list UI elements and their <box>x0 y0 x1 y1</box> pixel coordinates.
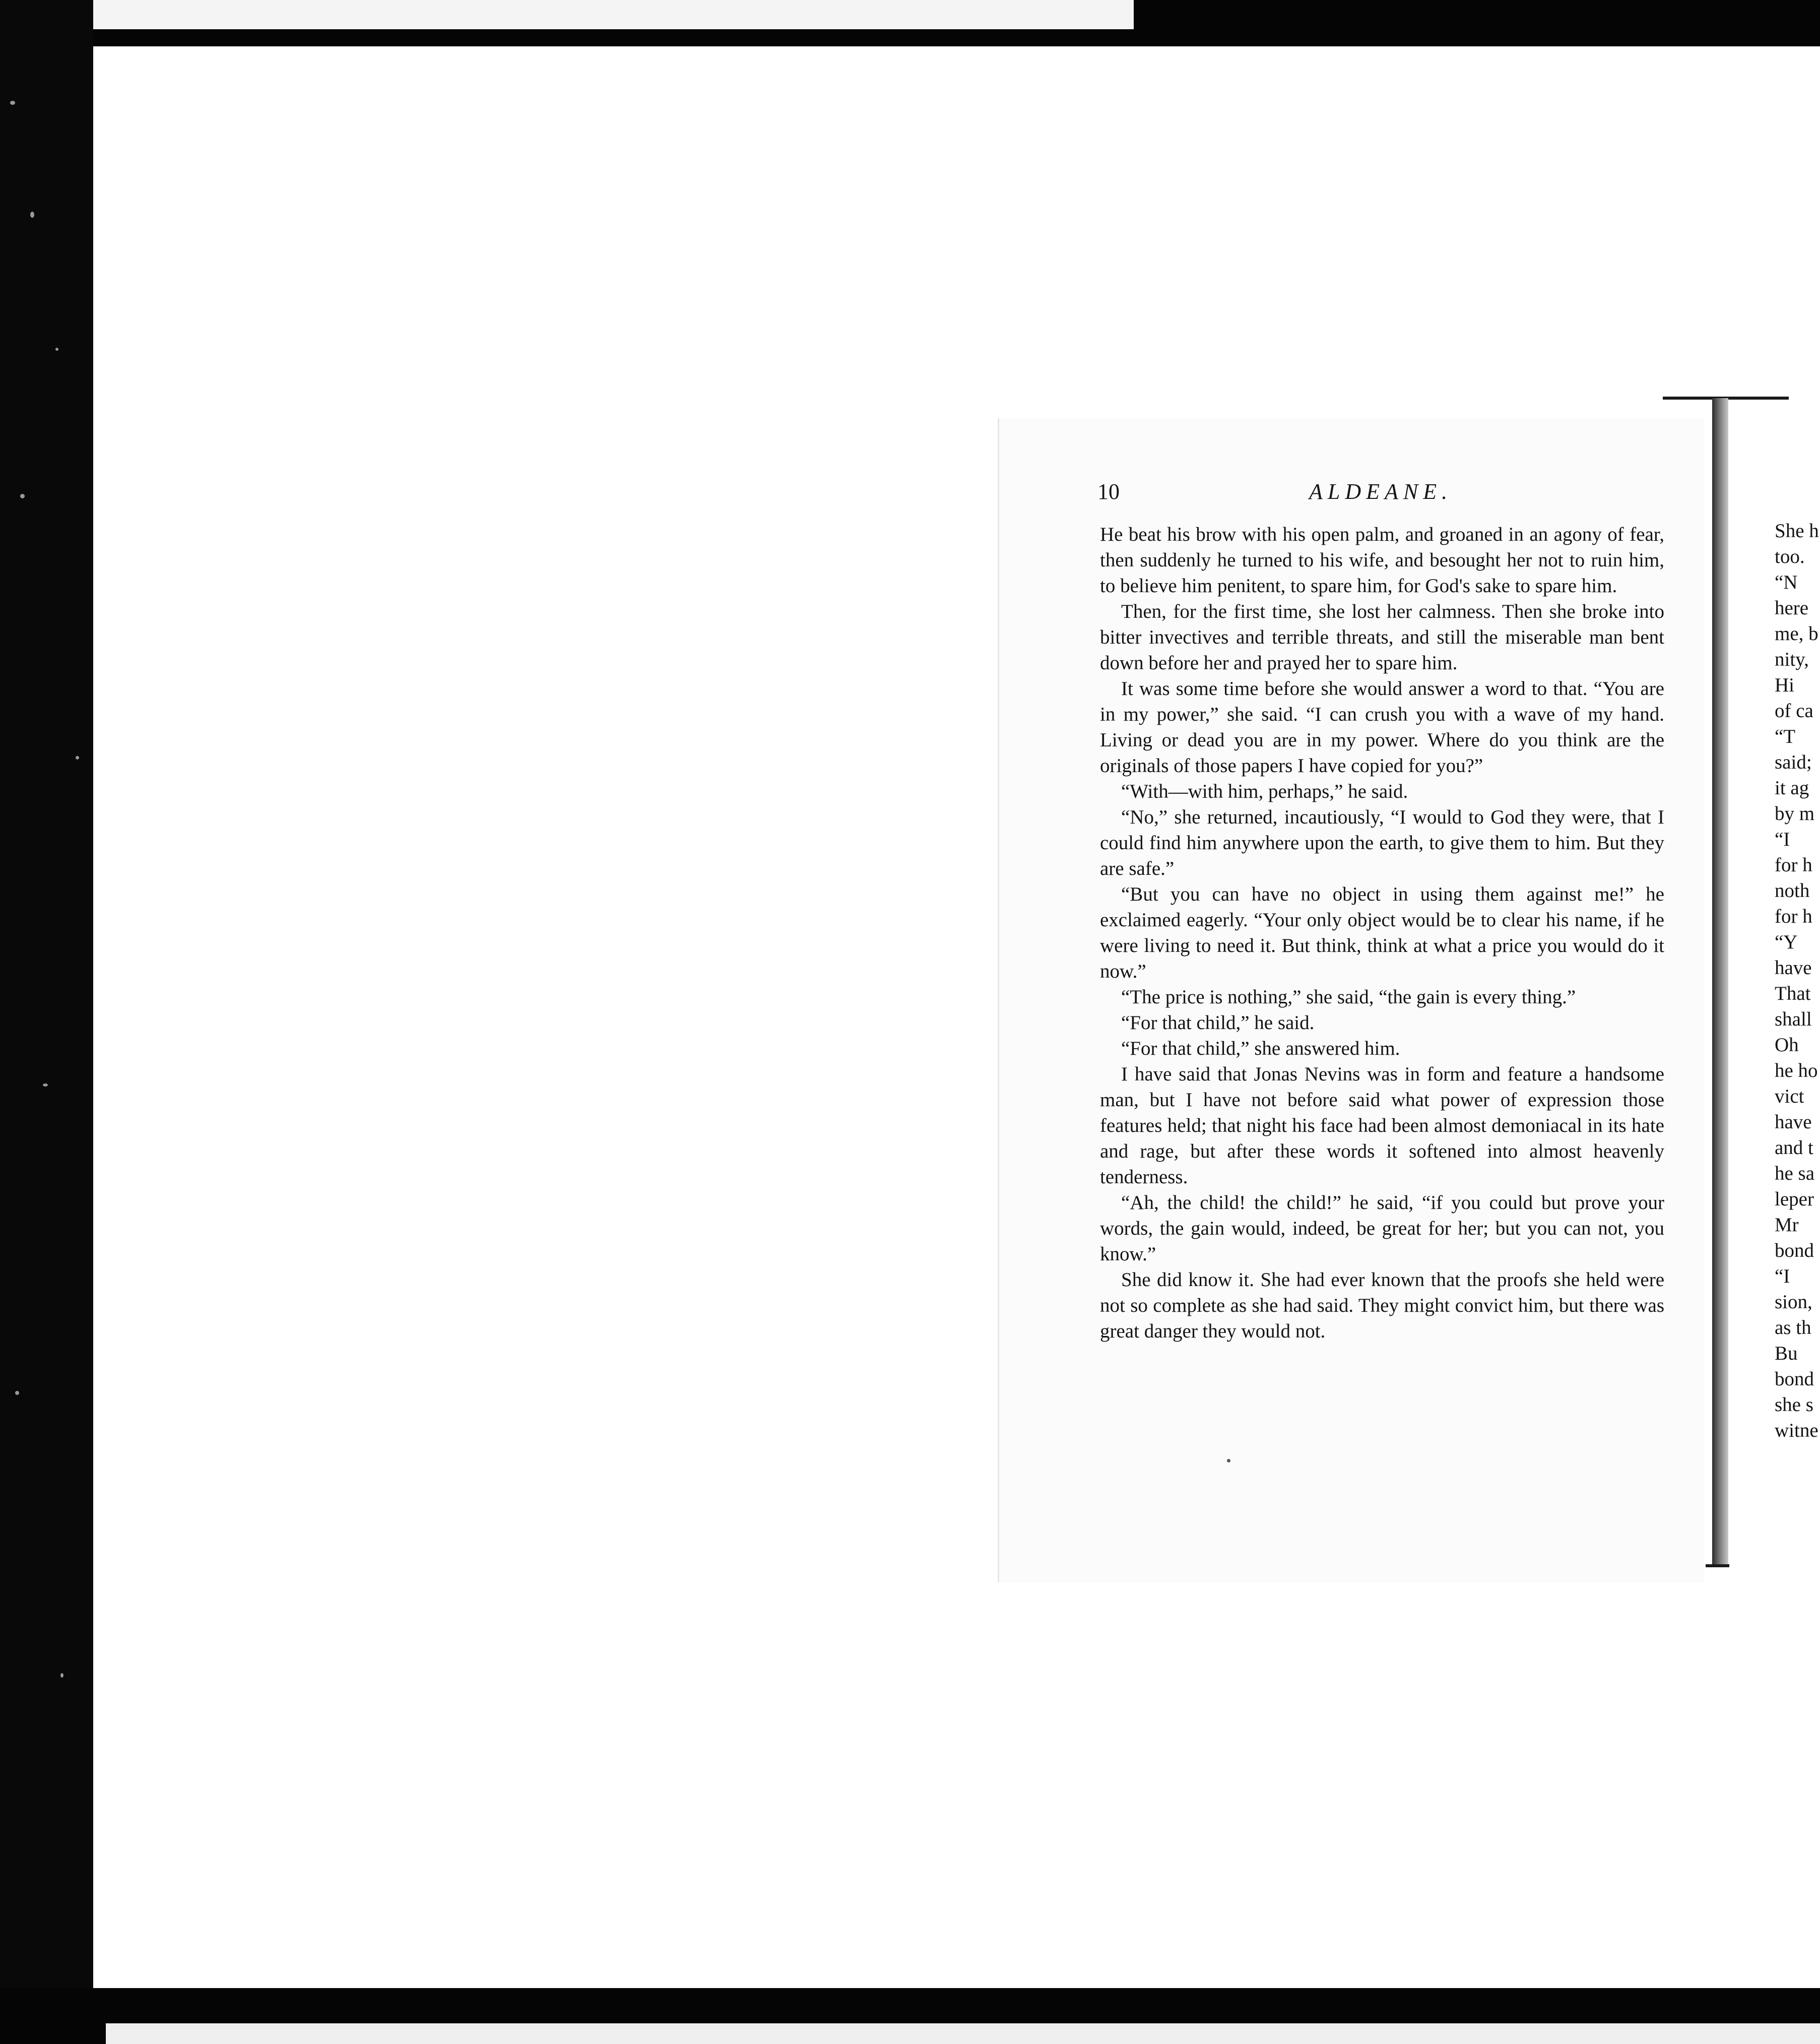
next-page-line: Oh <box>1775 1034 1799 1056</box>
next-page-line: sion, <box>1775 1291 1812 1313</box>
book-gutter <box>1712 398 1728 1565</box>
next-page-line: That <box>1775 983 1811 1004</box>
dust-speck <box>20 494 25 498</box>
running-title: ALDEANE. <box>1309 479 1453 504</box>
book-page <box>998 418 1705 1582</box>
paragraph: Then, for the first time, she lost her calmness. Then she broke into bitter invectives and terrible threats, and still the miserable man bent down before her and prayed her to spare him. <box>1100 601 1664 674</box>
dust-speck <box>60 1673 63 1678</box>
next-page-text <box>1775 518 1820 1443</box>
next-page-line: said; <box>1775 751 1812 773</box>
paragraph: “With—with him, perhaps,” he said. <box>1121 781 1408 802</box>
next-page-line: and t <box>1775 1137 1813 1159</box>
paragraph: “The price is nothing,” she said, “the gain is every thing.” <box>1121 986 1576 1008</box>
next-page-line: leper <box>1775 1188 1814 1210</box>
next-page-line: he sa <box>1775 1163 1815 1184</box>
scanner-border-left <box>0 0 93 2044</box>
scanner-border-top <box>0 0 1820 46</box>
page-number: 10 <box>1097 479 1120 504</box>
paragraph: He beat his brow with his open palm, and groaned in an agony of fear, then suddenly he turned to his wife, and besought her not to ruin him, to believe him penitent, to spare him, for God's sake to spare him. <box>1100 524 1664 597</box>
page-body <box>1100 522 1664 1344</box>
next-page-line: here <box>1775 597 1809 619</box>
next-page-line: for h <box>1775 906 1812 927</box>
next-page-line: have <box>1775 957 1812 979</box>
next-page-line: too. <box>1775 546 1805 567</box>
paragraph: “For that child,” he said. <box>1121 1012 1315 1034</box>
next-page-line: for h <box>1775 854 1812 876</box>
next-page-line: shall <box>1775 1008 1812 1030</box>
next-page-line: as th <box>1775 1317 1811 1338</box>
next-page-line: nity, <box>1775 649 1809 670</box>
paragraph: “For that child,” she answered him. <box>1121 1038 1400 1059</box>
page-header <box>1097 479 1662 514</box>
next-page-line: Bu <box>1775 1343 1798 1364</box>
dust-speck <box>30 212 34 218</box>
dust-speck <box>10 101 15 105</box>
next-page-line: witne <box>1775 1420 1818 1441</box>
dust-speck <box>76 756 79 759</box>
next-page-line: Hi <box>1775 674 1794 696</box>
next-page-line: she s <box>1775 1394 1813 1416</box>
next-page-line: “I <box>1775 828 1790 850</box>
next-page-line: have <box>1775 1111 1812 1133</box>
next-page-edge <box>1729 418 1820 1582</box>
dust-speck <box>55 348 58 351</box>
next-page-line: noth <box>1775 880 1810 902</box>
paragraph: “But you can have no object in using them against me!” he exclaimed eagerly. “Your only object would be to clear his name, if he were living to need it. But think, think at what a price you would do it now.” <box>1100 883 1664 982</box>
next-page-line: of ca <box>1775 700 1813 722</box>
paragraph: “Ah, the child! the child!” he said, “if you could but prove your words, the gain would, indeed, be great for her; but you can not, you know.” <box>1100 1192 1664 1265</box>
paper-edge-top <box>0 0 1134 29</box>
next-page-line: me, b <box>1775 623 1818 645</box>
paragraph: I have said that Jonas Nevins was in form and feature a handsome man, but I have not before said what power of expression those features held; that night his face had been almost demoniacal in its hate and rage, but after these words it softened into almost heavenly tenderness. <box>1100 1063 1664 1188</box>
next-page-line: bond <box>1775 1240 1814 1261</box>
paper-edge-bottom <box>106 2023 1820 2044</box>
next-page-line: vict <box>1775 1085 1804 1107</box>
scanner-border-bottom <box>0 1988 1820 2044</box>
next-page-line: by m <box>1775 803 1815 824</box>
paragraph: She did know it. She had ever known that the proofs she held were not so complete as she had said. They might convict him, but there was great danger they would not. <box>1100 1269 1664 1342</box>
dust-speck <box>43 1083 48 1087</box>
next-page-line: “T <box>1775 726 1796 747</box>
next-page-line: She h <box>1775 520 1819 542</box>
next-page-line: Mr <box>1775 1214 1799 1236</box>
paragraph: “No,” she returned, incautiously, “I would to God they were, that I could find him anywhere upon the earth, to give them to him. But they are safe.” <box>1100 806 1664 879</box>
next-page-line: “Y <box>1775 931 1798 953</box>
next-page-line: he ho <box>1775 1060 1818 1081</box>
ink-dot <box>1227 1459 1230 1462</box>
paragraph: It was some time before she would answer a word to that. “You are in my power,” she said. “I can crush you with a wave of my hand. Living or dead you are in my power. Where do you think are the originals of those papers I have copied for you?” <box>1100 678 1664 777</box>
next-page-line: bond <box>1775 1368 1814 1390</box>
next-page-line: “N <box>1775 571 1798 593</box>
next-page-line: it ag <box>1775 777 1809 799</box>
dust-speck <box>15 1391 19 1395</box>
next-page-line: “I <box>1775 1265 1790 1287</box>
